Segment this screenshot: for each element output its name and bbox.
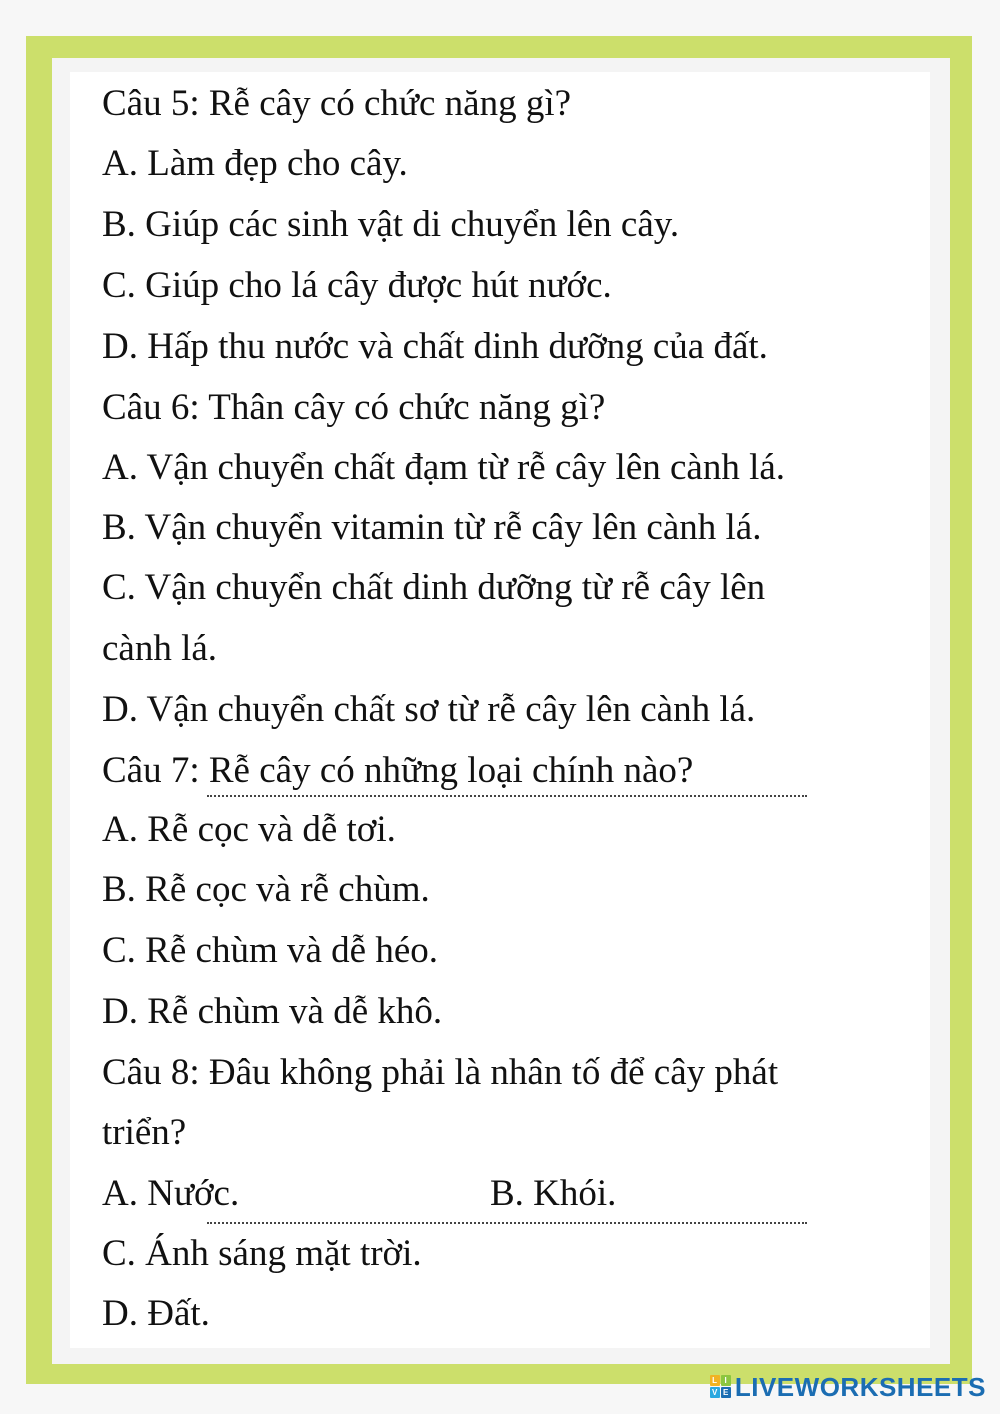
q7-option-c: C. Rễ chùm và dễ héo. [102,930,438,971]
q8-option-a: A. Nước. [102,1173,240,1214]
liveworksheets-logo-icon [710,1375,732,1399]
question-7: Câu 7: Rễ cây có những loại chính nào? [102,750,694,791]
question-8-continued: triển? [102,1112,187,1153]
logo-tile-e: E [721,1387,731,1398]
q6-option-b: B. Vận chuyển vitamin từ rễ cây lên cành lá. [102,507,762,548]
q6-option-c-continued: cành lá. [102,628,218,669]
q8-option-c: C. Ánh sáng mặt trời. [102,1233,422,1274]
q8-option-b: B. Khói. [490,1173,617,1214]
question-5: Câu 5: Rễ cây có chức năng gì? [102,83,572,124]
dotted-rule [207,795,807,797]
logo-tile-l: L [710,1375,720,1386]
q5-option-c: C. Giúp cho lá cây được hút nước. [102,265,612,306]
question-8: Câu 8: Đâu không phải là nhân tố để cây phát [102,1052,779,1093]
q7-option-a: A. Rễ cọc và dễ tơi. [102,809,396,850]
q6-option-d: D. Vận chuyển chất sơ từ rễ cây lên cành lá. [102,689,756,730]
q6-option-c: C. Vận chuyển chất dinh dưỡng từ rễ cây lên [102,567,766,608]
q5-option-b: B. Giúp các sinh vật di chuyển lên cây. [102,204,680,245]
logo-tile-v: V [710,1387,720,1398]
liveworksheets-brand [710,1372,986,1402]
logo-tile-i: I [721,1375,731,1386]
q5-option-d: D. Hấp thu nước và chất dinh dưỡng của đất. [102,326,768,367]
q7-option-b: B. Rễ cọc và rễ chùm. [102,869,430,910]
q5-option-a: A. Làm đẹp cho cây. [102,143,408,184]
question-6: Câu 6: Thân cây có chức năng gì? [102,387,606,428]
dotted-rule [207,1222,807,1224]
q8-option-d: D. Đất. [102,1293,210,1334]
brand-name: LIVEWORKSHEETS [734,1371,986,1402]
q7-option-d: D. Rễ chùm và dễ khô. [102,991,443,1032]
q6-option-a: A. Vận chuyển chất đạm từ rễ cây lên cành lá. [102,447,786,488]
